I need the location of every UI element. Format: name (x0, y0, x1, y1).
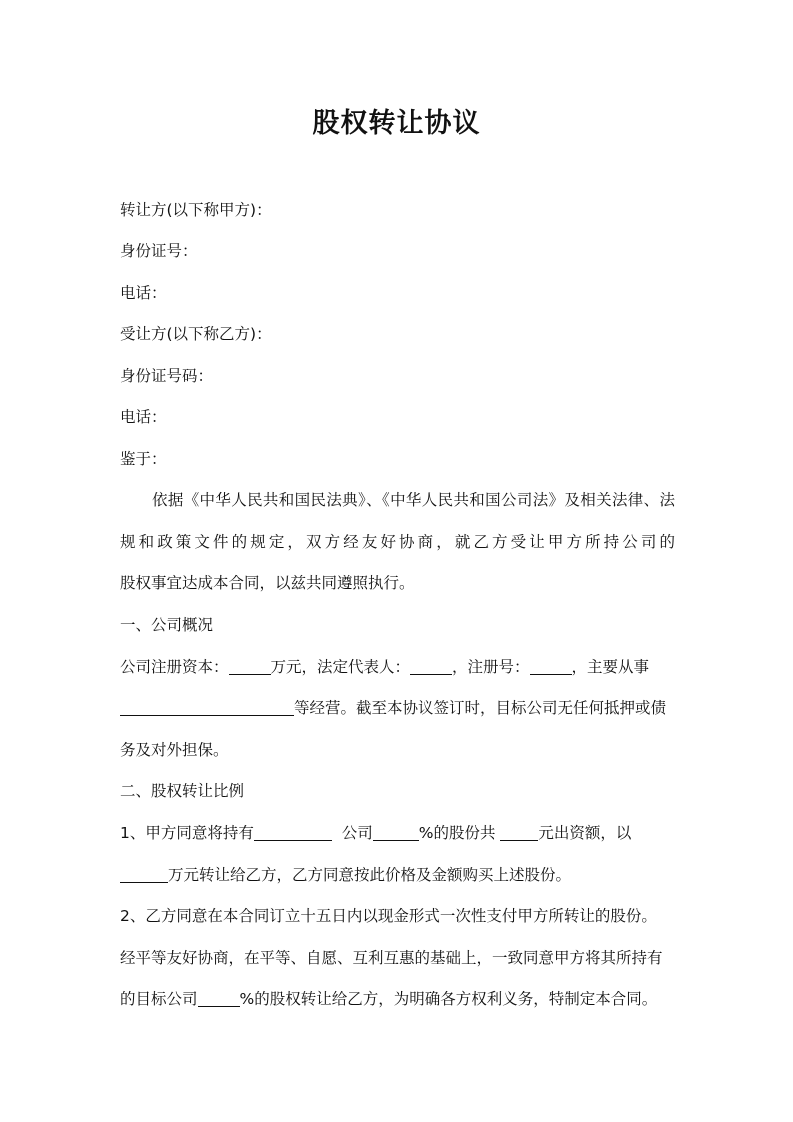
transfer-price-blank (120, 866, 168, 883)
transferor-id-label: 身份证号： (120, 242, 198, 260)
clause-2-line-2: 经平等友好协商，在平等、自愿、互利互惠的基础上，一致同意甲方将其所持有 (120, 949, 663, 967)
section-1-line-2 (120, 697, 675, 719)
clause-1-text-e: 万元转让给乙方，乙方同意按此价格及金额购买上述股份。 (168, 866, 572, 884)
whereas-label: 鉴于： (120, 450, 167, 468)
reg-number-blank (530, 658, 572, 675)
section-2-heading: 二、股权转让比例 (120, 782, 245, 800)
legal-rep-label: 万元，法定代表人： (270, 658, 411, 676)
company-name-blank (254, 824, 332, 841)
share-percent-blank (373, 824, 419, 841)
clause-1-line-2 (120, 864, 675, 886)
capital-amount-blank (500, 824, 538, 841)
main-business-blank (120, 699, 294, 716)
clause-2-line-3 (120, 988, 675, 1010)
transferee-label: 受让方(以下称乙方)： (120, 325, 272, 343)
main-business-label: ，主要从事 (571, 658, 650, 676)
document-title: 股权转让协议 (312, 108, 481, 139)
transferor-label: 转让方(以下称甲方)： (120, 201, 272, 219)
clause-1-text-d: 元出资额，以 (538, 824, 632, 842)
clause-1-line-1 (120, 822, 675, 844)
business-scope-text: 等经营。截至本协议签订时，目标公司无任何抵押或债 (294, 699, 667, 717)
registered-capital-blank (229, 658, 271, 675)
section-1-heading: 一、公司概况 (120, 616, 214, 634)
registered-capital-label: 公司注册资本： (120, 658, 229, 676)
preamble-line-2: 规和政策文件的规定，双方经友好协商，就乙方受让甲方所持公司的 (120, 533, 675, 551)
clause-2-line-1: 2、乙方同意在本合同订立十五日内以现金形式一次性支付甲方所转让的股份。 (120, 907, 657, 925)
transferee-id-label: 身份证号码： (120, 367, 214, 385)
clause-2-text-a: 的目标公司 (120, 990, 198, 1008)
clause-1-text-c: %的股份共 (418, 824, 496, 842)
legal-rep-blank (410, 658, 452, 675)
transferor-phone-label: 电话： (120, 284, 167, 302)
clause-1-text-a: 1、甲方同意将持有 (120, 824, 254, 842)
reg-number-label: ，注册号： (452, 658, 530, 676)
preamble-line-1: 依据《中华人民共和国民法典》、《中华人民共和国公司法》及相关法律、法 (152, 491, 675, 509)
transferee-phone-label: 电话： (120, 408, 167, 426)
section-1-line-1 (120, 656, 675, 678)
clause-1-text-b: 公司 (341, 824, 373, 842)
clause-2-text-b: %的股权转让给乙方，为明确各方权利义务，特制定本合同。 (239, 990, 658, 1008)
equity-percent-blank (198, 990, 240, 1007)
preamble-line-3: 股权事宜达成本合同，以兹共同遵照执行。 (120, 574, 415, 592)
section-1-line-3: 务及对外担保。 (120, 741, 229, 759)
